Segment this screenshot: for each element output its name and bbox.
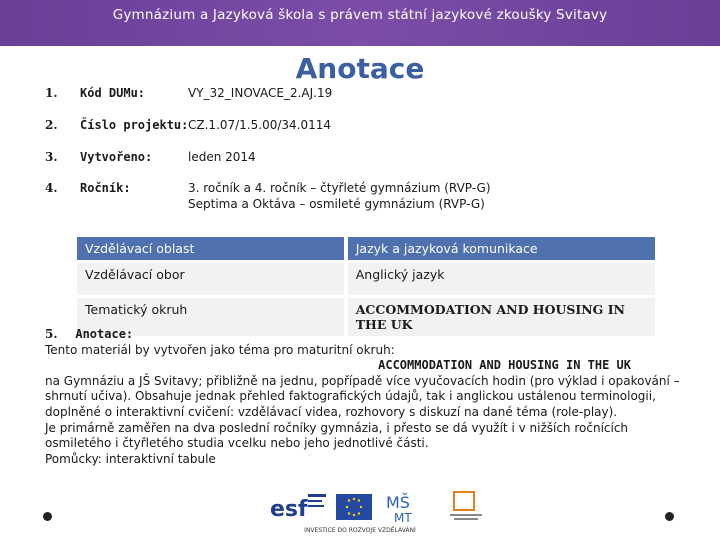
footer-text: INVESTICE DO ROZVOJE VZDĚLÁVÁNÍ — [304, 527, 416, 534]
bullet-icon — [43, 512, 52, 521]
info-number: 4. — [45, 181, 58, 195]
info-number: 3. — [45, 150, 58, 164]
esf-logo-icon — [268, 490, 328, 524]
table-row — [77, 237, 655, 260]
info-label: Kód DUMu: — [80, 86, 146, 100]
annotation-tools: Pomůcky: interaktivní tabule — [45, 451, 216, 466]
svg-text:esf: esf — [270, 497, 308, 522]
info-label: Vytvořeno: — [80, 150, 153, 164]
svg-text:MT: MT — [394, 511, 412, 524]
info-label: Číslo projektu: — [80, 118, 189, 132]
info-value — [188, 180, 491, 212]
op-logo-icon — [446, 490, 486, 524]
header-title: Gymnázium a Jazyková škola s právem státní jazykové zkoušky Svitavy — [112, 7, 608, 23]
annotation-number: 5. — [45, 327, 58, 341]
table-key: Vzdělávací oblast — [77, 237, 348, 260]
logo-strip — [268, 490, 490, 528]
table-value: Jazyk a jazyková komunikace — [348, 237, 655, 260]
table-key: Vzdělávací obor — [77, 263, 348, 295]
info-label: Ročník: — [80, 181, 131, 195]
info-number: 1. — [45, 86, 58, 100]
msmt-logo-icon — [382, 490, 432, 524]
info-value: CZ.1.07/1.5.00/34.0114 — [188, 118, 332, 132]
bullet-icon — [665, 512, 674, 521]
info-value: VY_32_INOVACE_2.AJ.19 — [188, 86, 333, 100]
annotation-body2: Je primárně zaměřen na dva poslední ročníky gymnázia, i přesto se dá využít i v nižších ročnících osmiletého i čtyřletého studia vcelku nebo jeho jednotlivé části. — [45, 420, 629, 451]
table-row — [77, 263, 655, 295]
annotation-line1: Tento materiál by vytvořen jako téma pro maturitní okruh: — [45, 342, 395, 357]
table-key: Tematický okruh — [77, 298, 348, 336]
info-value-line2: Septima a Oktáva – osmileté gymnázium (RVP-G) — [188, 197, 485, 211]
info-value: leden 2014 — [188, 150, 256, 164]
annotation-heading-text: Anotace: — [75, 327, 134, 341]
eu-flag-icon — [336, 494, 372, 520]
annotation-topic: ACCOMMODATION AND HOUSING IN THE UK — [378, 358, 631, 373]
info-number: 2. — [45, 118, 58, 132]
annotation-body: na Gymnáziu a JŠ Svitavy; přibližně na jednu, popřípadě více vyučovacích hodin (pro výklad i opakování – shrnutí učiva). Obsahuje jednak přehled faktografických údajů, tak i anglickou ustálenou terminologii, doplněné o interaktivní cvičení: vzdělávací videa, rozhovory s diskuzí na dané téma (role-play). — [45, 373, 680, 419]
header-bar — [0, 0, 720, 46]
page-title: Anotace — [295, 52, 425, 85]
curriculum-table — [77, 234, 655, 339]
info-value-line1: 3. ročník a 4. ročník – čtyřleté gymnázium (RVP-G) — [188, 181, 491, 195]
svg-text:MŠ: MŠ — [386, 493, 410, 512]
table-value: ACCOMMODATION AND HOUSING IN THE UK — [348, 298, 655, 336]
annotation-section — [45, 327, 685, 467]
table-value: Anglický jazyk — [348, 263, 655, 295]
annotation-heading — [45, 327, 685, 343]
